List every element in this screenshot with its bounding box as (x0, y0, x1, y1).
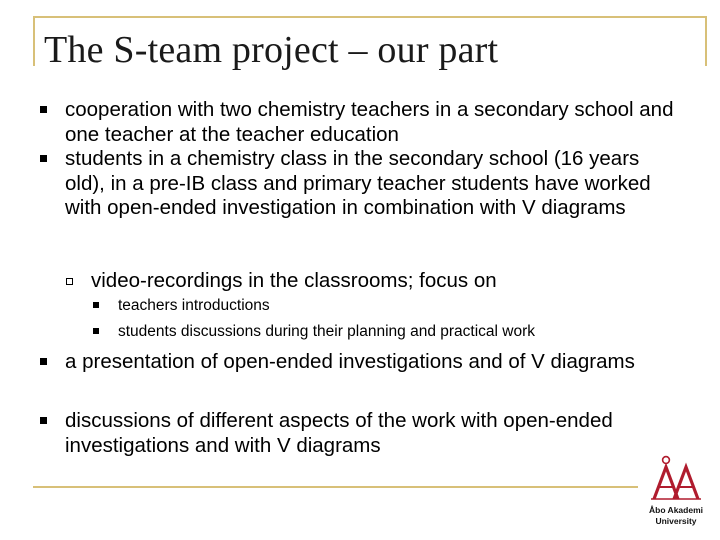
frame-right-line (705, 16, 707, 66)
frame-bottom-line (33, 486, 638, 488)
frame-left-line (33, 16, 35, 66)
university-name (645, 505, 707, 527)
sub-sub-bullet-item (93, 294, 693, 318)
sub-sub-bullet-item (93, 320, 693, 344)
bullet-item (40, 98, 680, 147)
sub-sub-bullet-text: students discussions during their planning and practical work (118, 323, 536, 340)
bullet-item (40, 147, 680, 221)
square-bullet-icon (40, 358, 47, 365)
bullet-text: discussions of different aspects of the work with open-ended investigations and with V diagrams (65, 409, 613, 457)
bullet-text: a presentation of open-ended investigations and of V diagrams (65, 350, 635, 373)
bullet-item (40, 409, 680, 458)
bullet-text: students in a chemistry class in the secondary school (16 years old), in a pre-IB class and primary teacher students have worked with open-ended investigation in combination with V diagrams (65, 147, 651, 219)
square-bullet-icon (40, 155, 47, 162)
bullet-item (40, 350, 680, 375)
university-logo (645, 455, 707, 533)
frame-top-line (33, 16, 707, 18)
square-bullet-icon (40, 106, 47, 113)
university-name-line2: University (655, 516, 697, 526)
square-bullet-icon (40, 417, 47, 424)
bullet-text: cooperation with two chemistry teachers in a secondary school and one teacher at the teacher education (65, 98, 674, 146)
sub-bullet-item (66, 269, 666, 294)
aa-monogram-icon (645, 455, 707, 505)
square-bullet-icon (93, 302, 99, 308)
sub-bullet-text: video-recordings in the classrooms; focus on (91, 269, 497, 292)
square-bullet-icon (93, 328, 99, 334)
hollow-square-bullet-icon (66, 278, 73, 285)
slide-title: The S-team project – our part (44, 29, 499, 71)
university-name-line1: Åbo Akademi (648, 505, 703, 515)
sub-sub-bullet-text: teachers introductions (118, 297, 270, 314)
